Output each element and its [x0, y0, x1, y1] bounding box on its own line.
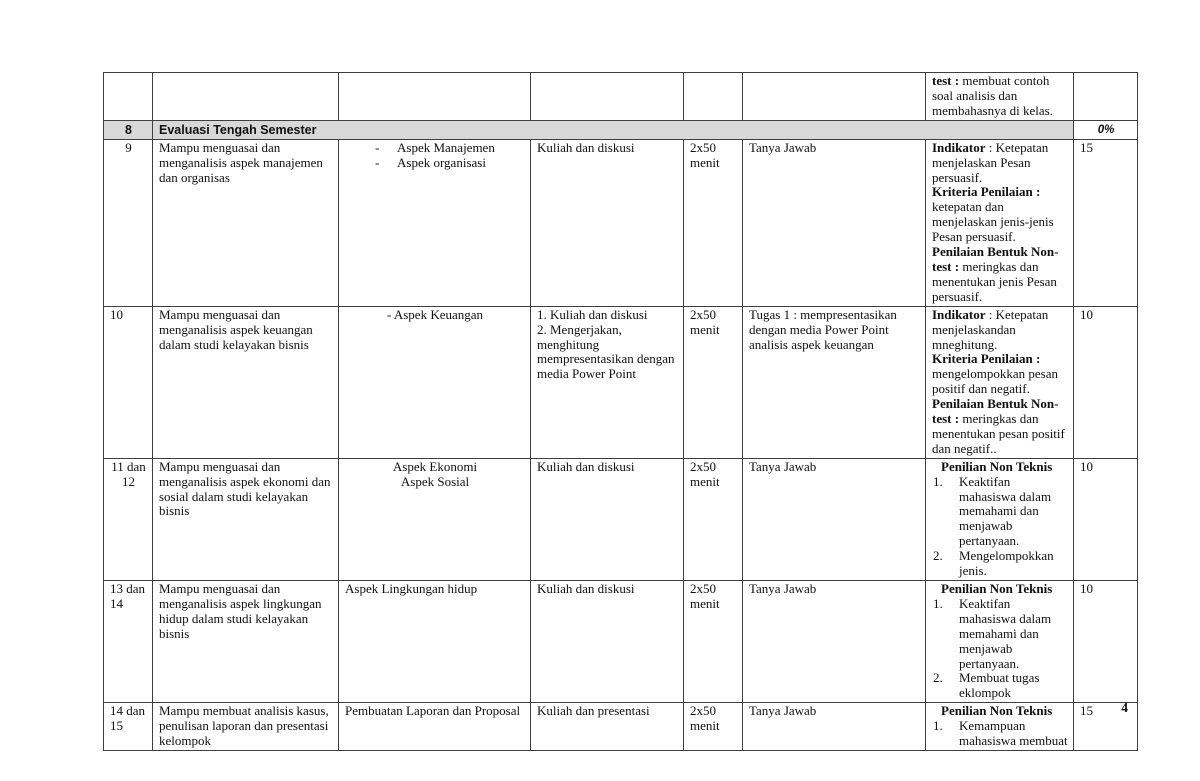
assessment-item: Keaktifan mahasiswa dalam memahami dan menjawab pertanyaan. [959, 595, 1052, 671]
capability-cell: Mampu menguasai dan menganalisis aspek manajemen dan organisas [153, 139, 339, 306]
task-cell: Tanya Jawab [743, 458, 926, 580]
materials-cell: - Aspek Keuangan [339, 306, 531, 458]
method-cell: Kuliah dan diskusi [531, 458, 684, 580]
task-cell: Tanya Jawab [743, 139, 926, 306]
week-cell: 13 dan 14 [104, 581, 153, 703]
assessment-criteria: Kriteria Penilaian : mengelompokkan pesan positif dan negatif. [932, 351, 1058, 397]
assessment-form: Penilaian Bentuk Non-test : meringkas dan menentukan jenis Pesan persuasif. [932, 244, 1059, 304]
page-number: 4 [1121, 700, 1128, 715]
time-cell: 2x50 menit [684, 703, 743, 751]
method-cell [531, 306, 684, 458]
weight-cell: 10 [1074, 581, 1138, 703]
materials-cell [339, 139, 531, 306]
table-row [104, 703, 1138, 751]
assessment-cell [926, 581, 1074, 703]
task-cell: Tanya Jawab [743, 703, 926, 751]
capability-cell: Mampu menguasai dan menganalisis aspek keuangan dalam studi kelayakan bisnis [153, 306, 339, 458]
assessment-indicator: Indikator : Ketepatan menjelaskandan mneghitung. [932, 306, 1049, 352]
week-cell: 10 [104, 306, 153, 458]
week-cell: 11 dan 12 [104, 458, 153, 580]
assessment-cell [926, 139, 1074, 306]
assessment-label: Penilaian Bentuk Non-test : [932, 396, 1059, 427]
weight-cell: 15 [1074, 139, 1138, 306]
materials-cell: Pembuatan Laporan dan Proposal [339, 703, 531, 751]
assessment-cell [926, 703, 1074, 751]
assessment-heading: Penilian Non Teknis [941, 703, 1053, 719]
table-row-continuation [104, 73, 1138, 121]
assessment-criteria: Kriteria Penilaian : ketepatan dan menjelaskan jenis-jenis Pesan persuasif. [932, 184, 1054, 245]
table-row [104, 458, 1138, 580]
assessment-cell [926, 73, 1074, 121]
midterm-title-cell: Evaluasi Tengah Semester [153, 120, 1074, 139]
assessment-item: Keaktifan mahasiswa dalam memahami dan menjawab pertanyaan. [959, 473, 1052, 549]
material-item: - Aspek organisasi [345, 156, 525, 171]
assessment-label: test : [932, 73, 960, 88]
assessment-text: membuat contoh soal analisis dan membahasnya di kelas. [932, 73, 1053, 118]
weight-cell: 15 [1074, 703, 1138, 751]
materials-cell: Aspek Lingkungan hidup [339, 581, 531, 703]
assessment-heading: Penilian Non Teknis [941, 458, 1053, 474]
assessment-heading: Penilian Non Teknis [941, 581, 1053, 596]
weight-cell: 10 [1074, 458, 1138, 580]
assessment-item: Mengelompokkan jenis. [959, 548, 1054, 579]
method-cell: Kuliah dan diskusi [531, 581, 684, 703]
time-cell: 2x50 menit [684, 139, 743, 306]
week-cell: 8 [104, 120, 153, 139]
material-item: - Aspek Manajemen [345, 141, 525, 156]
assessment-label: Indikator [932, 139, 986, 155]
assessment-form: Penilaian Bentuk Non-test : meringkas dan menentukan pesan positif dan negatif.. [932, 396, 1065, 456]
task-cell: Tugas 1 : mempresentasikan dengan media Power Point analisis aspek keuangan [743, 306, 926, 458]
assessment-item: Membuat tugas eklompok [959, 670, 1040, 701]
assessment-label: Penilaian Bentuk Non-test : [932, 244, 1059, 274]
capability-cell: Mampu membuat analisis kasus, penulisan laporan dan presentasi kelompok [153, 703, 339, 751]
capability-cell: Mampu menguasai dan menganalisis aspek lingkungan hidup dalam studi kelayakan bisnis [153, 581, 339, 703]
assessment-indicator: Indikator : Ketepatan menjelaskan Pesan persuasif. [932, 139, 1049, 185]
task-cell: Tanya Jawab [743, 581, 926, 703]
assessment-label: Kriteria Penilaian : [932, 351, 1041, 367]
weight-cell: 0% [1074, 120, 1138, 139]
time-cell: 2x50 menit [684, 306, 743, 458]
time-cell-empty [684, 73, 743, 121]
week-cell-empty [104, 73, 153, 121]
assessment-label: Kriteria Penilaian : [932, 184, 1041, 200]
materials-cell-empty [339, 73, 531, 121]
capability-cell: Mampu menguasai dan menganalisis aspek ekonomi dan sosial dalam studi kelayakan bisnis [153, 458, 339, 580]
material-item: Aspek Ekonomi [392, 458, 478, 474]
table-row [104, 139, 1138, 306]
table-row [104, 581, 1138, 703]
assessment-cell [926, 458, 1074, 580]
method-item: 2. Mengerjakan, menghitung mempresentasikan dengan media Power Point [537, 321, 675, 382]
task-cell-empty [743, 73, 926, 121]
method-cell: Kuliah dan diskusi [531, 139, 684, 306]
materials-cell [339, 458, 531, 580]
assessment-label: Indikator [932, 306, 986, 322]
capability-cell-empty [153, 73, 339, 121]
material-item: Aspek Sosial [400, 473, 470, 489]
assessment-item: Kemampuan mahasiswa membuat [959, 718, 1068, 749]
method-cell-empty [531, 73, 684, 121]
table-row [104, 306, 1138, 458]
time-cell: 2x50 menit [684, 581, 743, 703]
method-item: 1. Kuliah dan diskusi [537, 306, 648, 322]
week-cell: 14 dan 15 [104, 703, 153, 751]
method-cell: Kuliah dan presentasi [531, 703, 684, 751]
table-row-midterm [104, 120, 1138, 139]
assessment-cell [926, 306, 1074, 458]
time-cell: 2x50 menit [684, 458, 743, 580]
weight-cell: 10 [1074, 306, 1138, 458]
weight-cell-empty [1074, 73, 1138, 121]
week-cell: 9 [104, 139, 153, 306]
syllabus-table [103, 72, 1138, 751]
